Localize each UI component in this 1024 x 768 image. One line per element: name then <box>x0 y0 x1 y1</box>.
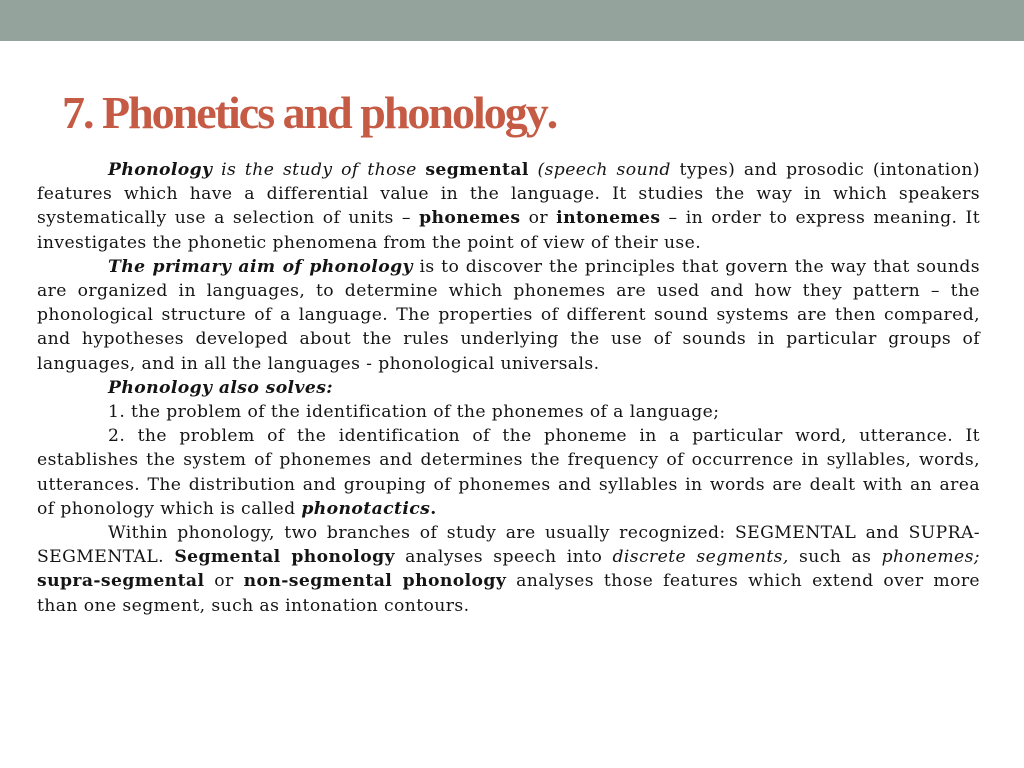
text-segment: is to discover the principles that govern the way that sounds are organized in languages, to determine which phonemes are used and how they pattern – the phonological structure of a language. The properties of different sound systems are then compared, and hypotheses developed about the rules underlying the use of sounds in particular groups of languages, and in all the languages - phonological universals. <box>37 256 980 374</box>
term-phonology: Phonology <box>108 160 213 180</box>
term-phonotactics: phonotactics <box>301 498 431 519</box>
paragraph-branches <box>37 521 980 618</box>
term-segmental: segmental <box>425 160 529 180</box>
text-segment: Within phonology, two branches of study are usually recognized: SEGMENTAL and SUPRA-SEGMENTAL. <box>37 523 980 568</box>
text-segment: – in order to express meaning. It investigates the phonetic phenomena from the point of view of their use. <box>37 208 980 253</box>
slide-title-text: 7. Phonetics and phonology <box>62 87 547 138</box>
text-segment: analyses speech into <box>394 547 613 568</box>
text-segment: (speech sound <box>528 160 671 180</box>
term-phonemes-italic: phonemes; <box>881 547 980 568</box>
term-also-solves: Phonology also solves: <box>108 377 334 398</box>
text-segment: or <box>204 571 244 592</box>
text-segment: types) and prosodic (intonation) features which have a differential value in the language. It studies the way in which speakers systematically use a selection of units – <box>37 160 981 229</box>
term-primary-aim: The primary aim of phonology <box>108 256 413 277</box>
list-item-1 <box>37 400 980 424</box>
slide-title-dot: . <box>546 87 559 138</box>
paragraph-primary-aim <box>37 255 980 376</box>
term-supra-segmental: supra-segmental <box>37 571 205 592</box>
text-segment: analyses those features which extend over more than one segment, such as intonation contours. <box>37 571 981 616</box>
slide-title <box>62 86 558 139</box>
top-banner <box>0 0 1024 41</box>
term-non-segmental-phonology: non-segmental phonology <box>243 571 507 592</box>
text-segment: is the study of those <box>212 160 426 180</box>
list-item-2 <box>37 424 980 521</box>
text-segment: or <box>520 208 557 229</box>
text-segment: 1. the problem of the identification of the phonemes of a language; <box>108 402 720 423</box>
paragraph-phonology-definition <box>37 158 980 255</box>
paragraph-also-solves <box>37 376 980 400</box>
term-segmental-phonology: Segmental phonology <box>174 547 395 568</box>
text-segment: such as <box>788 547 882 568</box>
term-discrete-segments: discrete segments, <box>612 547 789 568</box>
slide-body <box>37 158 980 618</box>
term-phonemes: phonemes <box>419 208 521 229</box>
text-segment: 2. the problem of the identification of the phoneme in a particular word, utterance. It establishes the system of phonemes and determines the frequency of occurrence in syllables, words, utterances. The distribution and grouping of phonemes and syllables in words are dealt with an area of phonology which is called <box>37 426 980 519</box>
term-intonemes: intonemes <box>556 208 661 229</box>
text-segment: . <box>430 498 437 519</box>
